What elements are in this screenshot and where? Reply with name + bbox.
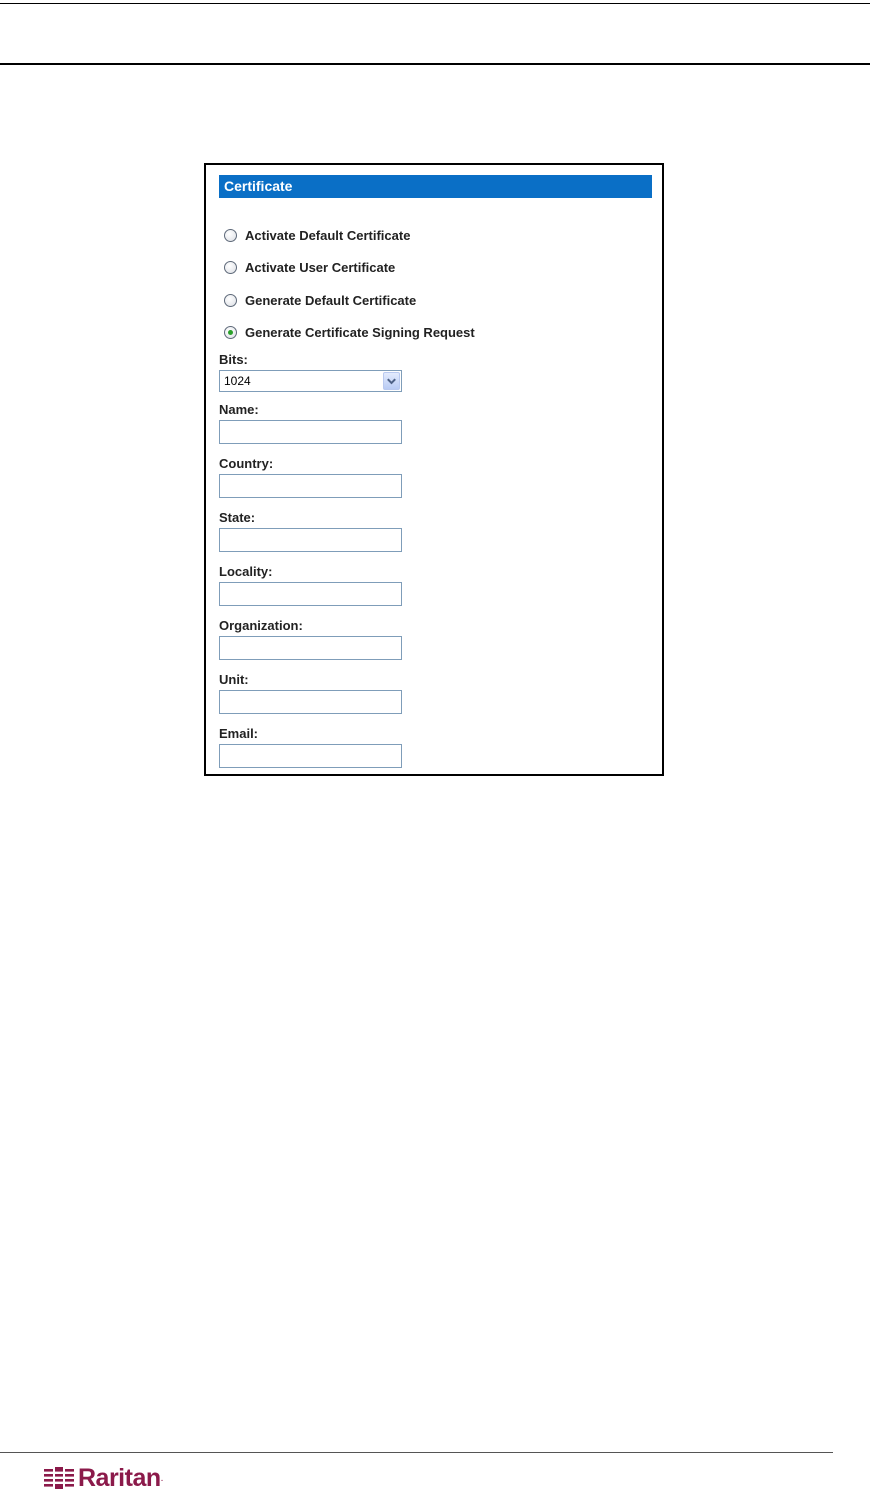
brand-suffix: . xyxy=(160,1472,164,1484)
raritan-logo xyxy=(44,1463,163,1493)
header-top-line xyxy=(0,3,870,4)
option-activate-user-certificate[interactable] xyxy=(224,257,395,277)
header-rule xyxy=(0,63,870,65)
state-input[interactable] xyxy=(219,528,402,552)
unit-input[interactable] xyxy=(219,690,402,714)
footer-rule xyxy=(0,1452,833,1453)
chevron-down-icon[interactable] xyxy=(383,372,400,390)
bits-label: Bits: xyxy=(219,352,248,367)
radio-button[interactable] xyxy=(224,261,237,274)
option-label: Generate Default Certificate xyxy=(245,292,417,308)
brand-name: Raritan xyxy=(78,1463,161,1492)
option-generate-csr[interactable] xyxy=(224,322,475,342)
locality-label: Locality: xyxy=(219,564,273,579)
organization-label: Organization: xyxy=(219,618,303,633)
radio-button-selected[interactable] xyxy=(224,326,237,339)
option-label: Activate User Certificate xyxy=(245,259,396,275)
option-generate-default-certificate[interactable] xyxy=(224,290,416,310)
radio-button[interactable] xyxy=(224,294,237,307)
option-activate-default-certificate[interactable] xyxy=(224,225,410,245)
state-label: State: xyxy=(219,510,256,525)
country-input[interactable] xyxy=(219,474,402,498)
email-input[interactable] xyxy=(219,744,402,768)
radio-button[interactable] xyxy=(224,229,237,242)
unit-label: Unit: xyxy=(219,672,249,687)
email-label: Email: xyxy=(219,726,259,741)
option-label: Generate Certificate Signing Request xyxy=(245,324,475,340)
organization-input[interactable] xyxy=(219,636,402,660)
option-label: Activate Default Certificate xyxy=(245,227,411,243)
bits-select[interactable] xyxy=(219,370,402,392)
certificate-panel xyxy=(204,163,664,776)
bits-selected-value: 1024 xyxy=(224,374,251,388)
name-label: Name: xyxy=(219,402,259,417)
locality-input[interactable] xyxy=(219,582,402,606)
panel-title: Certificate xyxy=(219,175,652,198)
country-label: Country: xyxy=(219,456,274,471)
name-input[interactable] xyxy=(219,420,402,444)
raritan-logo-icon xyxy=(44,1467,74,1489)
